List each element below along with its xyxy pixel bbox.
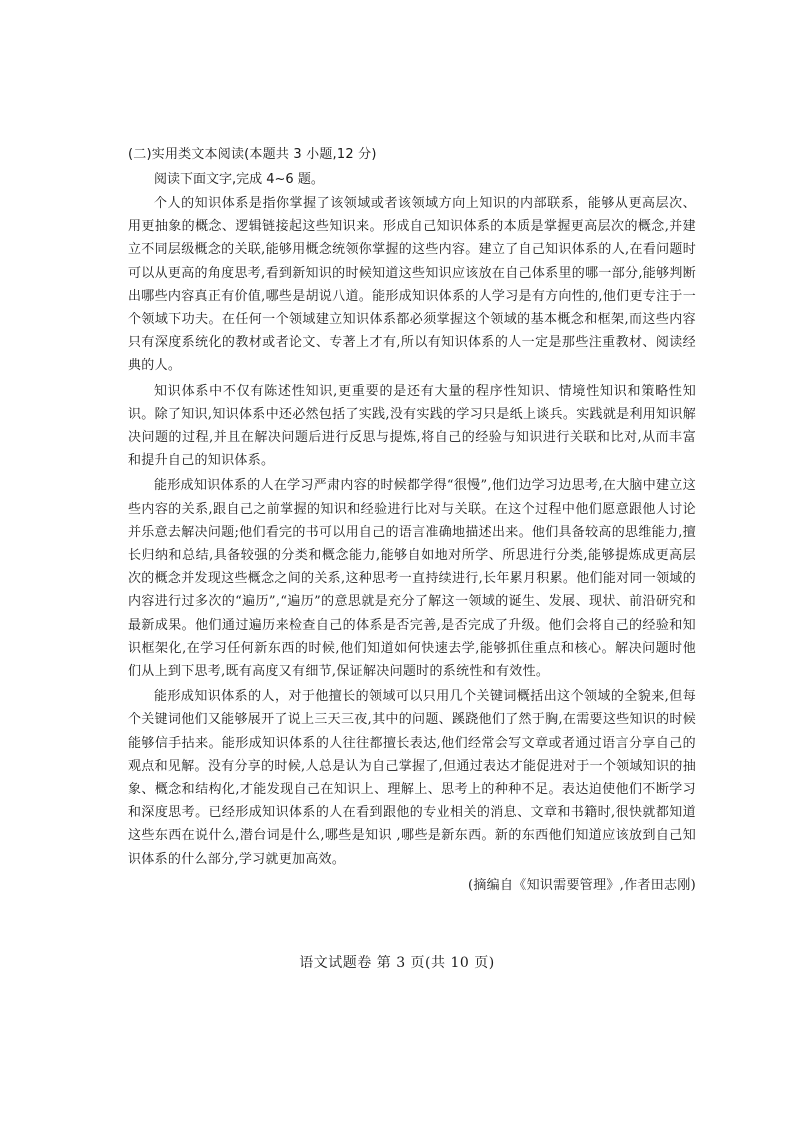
section-heading: (二)实用类文本阅读(本题共 3 小题,12 分): [128, 147, 377, 162]
page-footer: 语文试题卷 第 3 页(共 10 页): [299, 955, 495, 971]
passage-paragraph-4: 能形成知识体系的人，对于他擅长的领域可以只用几个关键词概括出这个领域的全貌来,但每个关键词他们又能够展开了说上三天三夜,其中的问题、蹊跷他们了然于胸,在需要这些知识的时候能够信手拈来。能形成知识体系的人往往都擅长表达,他们经常会写文章或者通过语言分享自己的观点和见解。没有分享的时候,人总是认为自己掌握了,但通过表达才能促进对于一个领域知识的抽象、概念和结构化,才能发现自己在知识上、理解上、思考上的种种不足。表达迫使他们不断学习和深度思考。已经形成知识体系的人在看到跟他的专业相关的消息、文章和书籍时,很快就都知道这些东西在说什么,潜台词是什么,哪些是知识 ,哪些是新东西。新的东西他们知道应该放到自己知识体系的什么部分,学习就更加高效。: [128, 689, 696, 867]
passage-paragraph-2: 知识体系中不仅有陈述性知识,更重要的是还有大量的程序性知识、情境性知识和策略性知识。除了知识,知识体系中还必然包括了实践,没有实践的学习只是纸上谈兵。实践就是利用知识解决问题的过程,并且在解决问题后进行反思与提炼,将自己的经验与知识进行关联和比对,从而丰富和提升自己的知识体系。: [128, 383, 696, 469]
reading-instruction: 阅读下面文字,完成 4~6 题。: [154, 172, 324, 187]
exam-page-content: [128, 144, 696, 897]
passage-paragraph-3: 能形成知识体系的人在学习严肃内容的时候都学得“很慢”,他们边学习边思考,在大脑中建立这些内容的关系,跟自己之前掌握的知识和经验进行比对与关联。在这个过程中他们愿意跟他人讨论并乐意去解决问题;他们看完的书可以用自己的语言准确地描述出来。他们具备较高的思维能力,擅长归纳和总结,具备较强的分类和概念能力,能够自如地对所学、所思进行分类,能够提炼成更高层次的概念并发现这些概念之间的关系,这种思考一直持续进行,长年累月积累。他们能对同一领域的内容进行过多次的“遍历”,“遍历”的意思就是充分了解这一领域的诞生、发展、现状、前沿研究和最新成果。他们通过遍历来检查自己的体系是否完善,是否完成了升级。他们会将自己的经验和知识框架化,在学习任何新东西的时候,他们知道如何快速去学,能够抓住重点和核心。解决问题时他们从上到下思考,既有高度又有细节,保证解决问题时的系统性和有效性。: [128, 478, 696, 680]
passage-paragraph-1: 个人的知识体系是指你掌握了该领域或者该领域方向上知识的内部联系，能够从更高层次、用更抽象的概念、逻辑链接起这些知识来。形成自己知识体系的本质是掌握更高层次的概念,并建立不同层级概念的关联,能够用概念统领你掌握的这些内容。建立了自己知识体系的人,在看问题时可以从更高的角度思考,看到新知识的时候知道这些知识应该放在自己体系里的哪一部分,能够判断出哪些内容真正有价值,哪些是胡说八道。能形成知识体系的人学习是有方向性的,他们更专注于一个领域下功夫。在任何一个领域建立知识体系都必须掌握这个领域的基本概念和框架,而这些内容只有深度系统化的教材或者论文、专著上才有,所以有知识体系的人一定是那些注重教材、阅读经典的人。: [128, 196, 696, 374]
passage-source: (摘编自《知识需要管理》,作者田志刚): [468, 877, 696, 893]
